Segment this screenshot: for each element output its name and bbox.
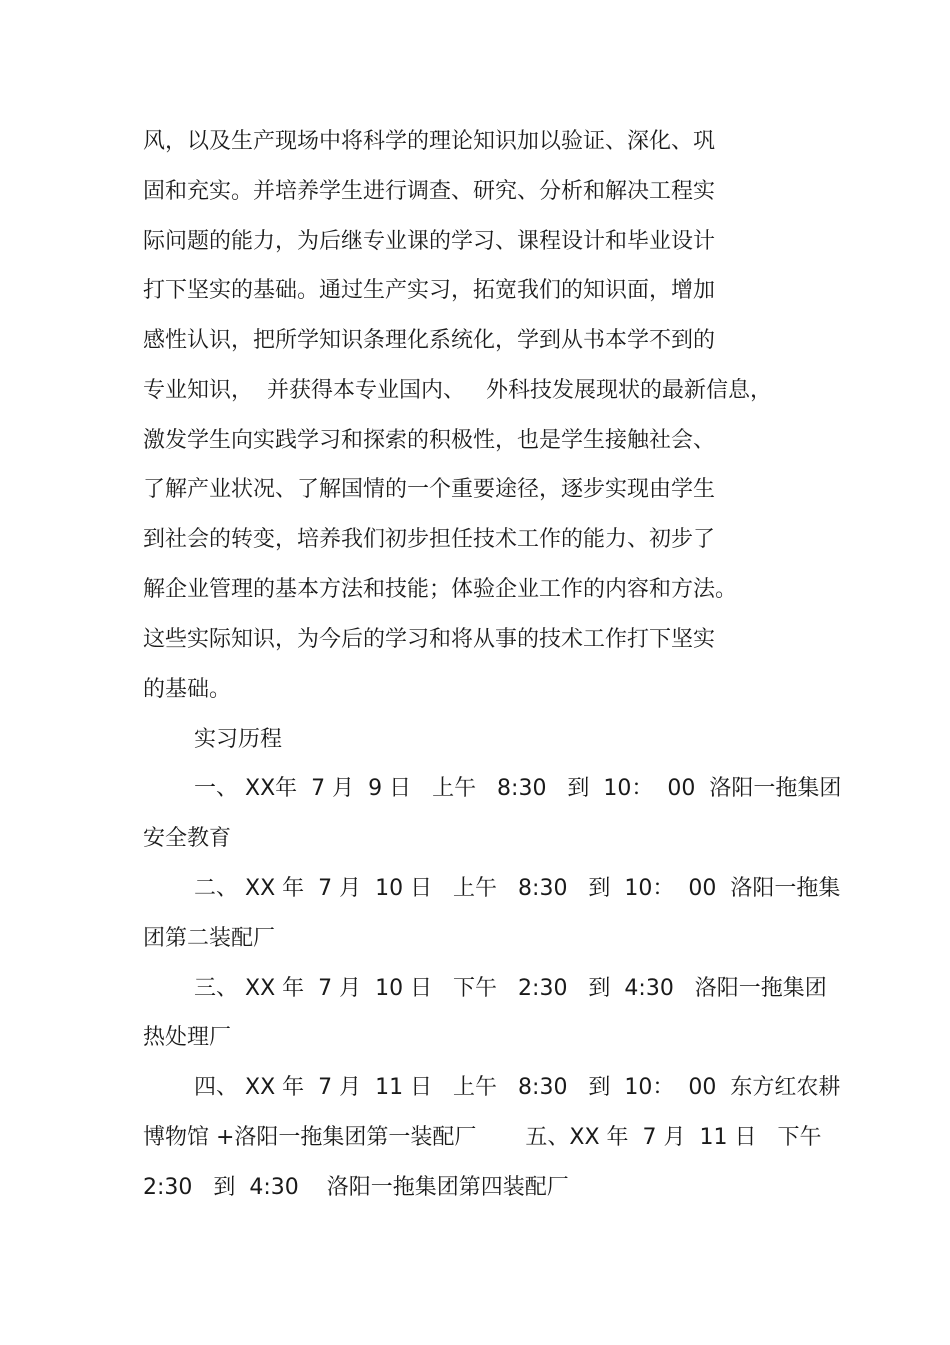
paragraph-line: 了解产业状况、了解国情的一个重要途径，逐步实现由学生 <box>143 477 716 502</box>
paragraph-line: 的基础。 <box>143 677 232 702</box>
paragraph-line: 风，以及生产现场中将科学的理论知识加以验证、深化、巩 <box>143 129 716 154</box>
section-heading: 实习历程 <box>194 727 283 752</box>
paragraph-line: 激发学生向实践学习和探索的积极性，也是学生接触社会、 <box>143 428 716 453</box>
schedule-item-continuation: 热处理厂 <box>143 1025 232 1050</box>
paragraph-line: 打下坚实的基础。通过生产实习，拓宽我们的知识面，增加 <box>143 278 716 303</box>
paragraph-line: 解企业管理的基本方法和技能；体验企业工作的内容和方法。 <box>143 577 738 602</box>
schedule-item: 二、 XX 年 7 月 10 日 上午 8:30 到 10： 00 洛阳一拖集 <box>194 876 841 901</box>
paragraph-line: 这些实际知识，为今后的学习和将从事的技术工作打下坚实 <box>143 627 716 652</box>
paragraph-line: 固和充实。并培养学生进行调查、研究、分析和解决工程实 <box>143 179 716 204</box>
paragraph-line: 感性认识，把所学知识条理化系统化，学到从书本学不到的 <box>143 328 716 353</box>
paragraph-line: 到社会的转变，培养我们初步担任技术工作的能力、初步了 <box>143 527 716 552</box>
schedule-item-continuation: 博物馆 +洛阳一拖集团第一装配厂 五、XX 年 7 月 11 日 下午 <box>143 1125 822 1150</box>
schedule-item-continuation: 2:30 到 4:30 洛阳一拖集团第四装配厂 <box>143 1175 569 1200</box>
schedule-item-continuation: 安全教育 <box>143 826 232 851</box>
paragraph-line: 际问题的能力，为后继专业课的学习、课程设计和毕业设计 <box>143 229 716 254</box>
schedule-item: 三、 XX 年 7 月 10 日 下午 2:30 到 4:30 洛阳一拖集团 <box>194 976 827 1001</box>
schedule-item: 一、 XX年 7 月 9 日 上午 8:30 到 10： 00 洛阳一拖集团 <box>194 776 842 801</box>
schedule-item: 四、 XX 年 7 月 11 日 上午 8:30 到 10： 00 东方红农耕 <box>194 1075 841 1100</box>
schedule-item-continuation: 团第二装配厂 <box>143 926 276 951</box>
paragraph-line: 专业知识， 并获得本专业国内、 外科技发展现状的最新信息， <box>143 378 772 403</box>
